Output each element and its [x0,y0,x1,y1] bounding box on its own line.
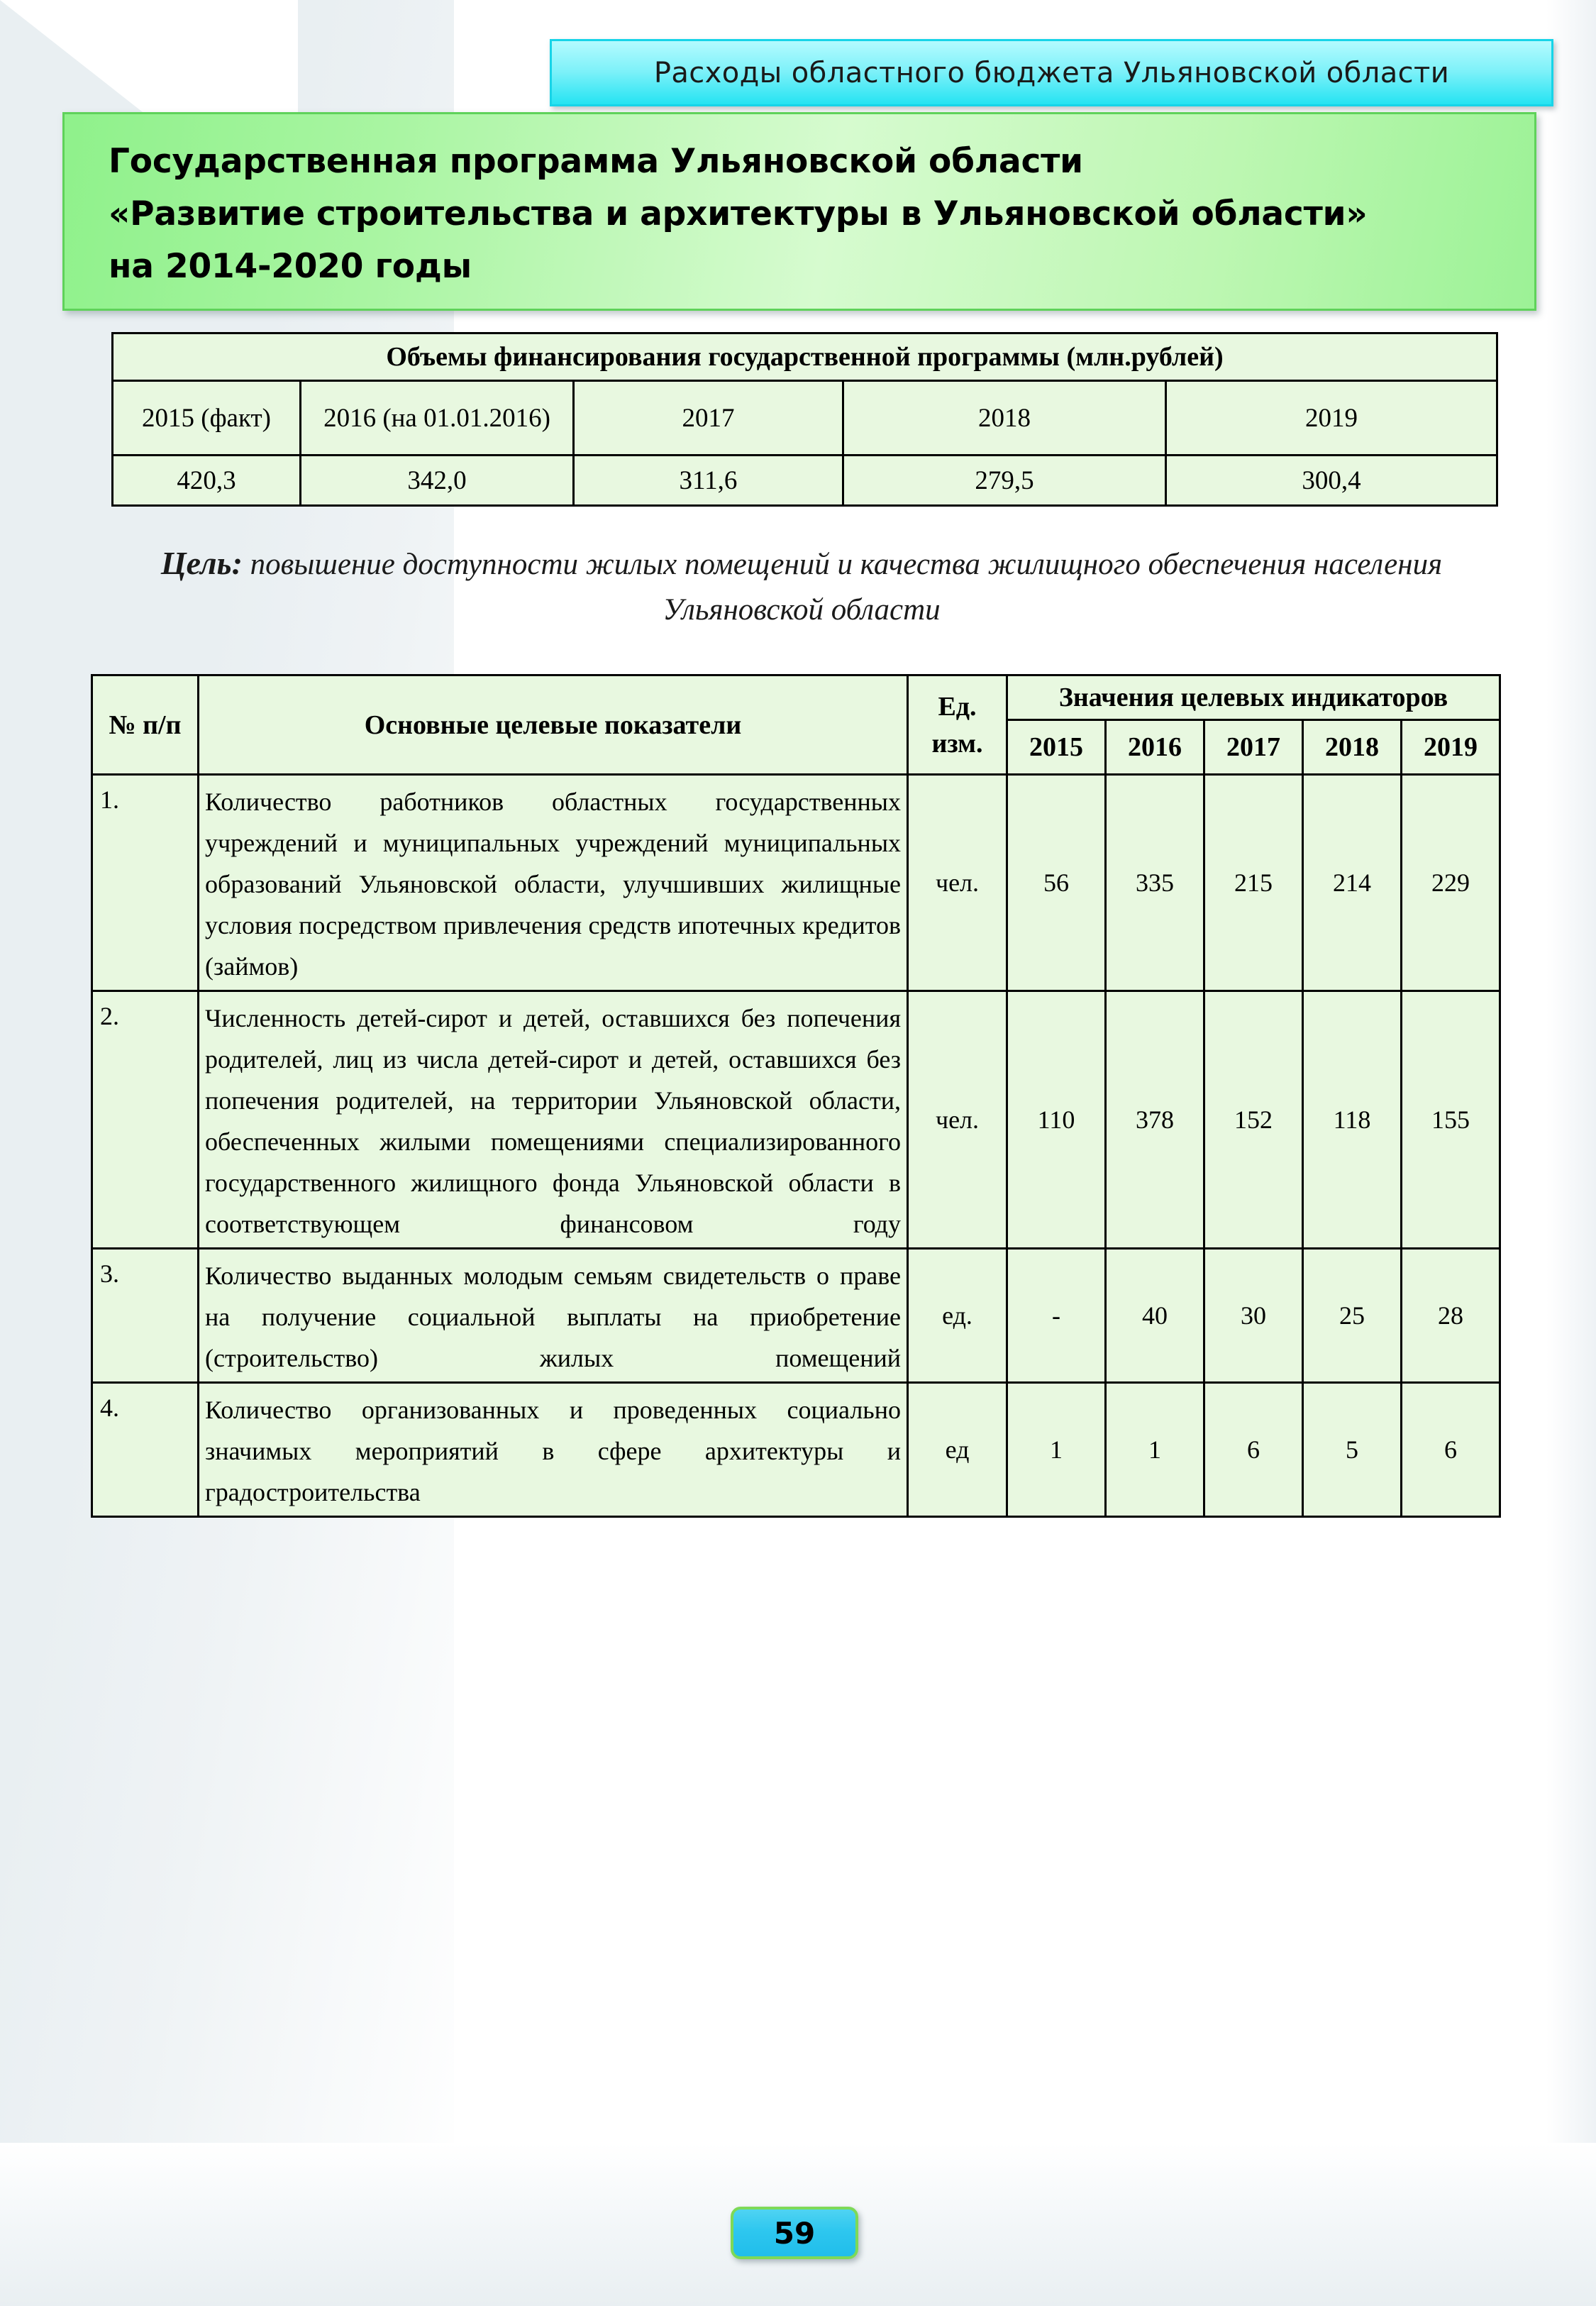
program-goal-label: Цель: [160,545,243,581]
indicator-value: 28 [1402,1249,1500,1383]
financing-header-row [113,381,1497,456]
indicator-value: 25 [1303,1249,1402,1383]
indicator-value: 378 [1106,991,1204,1249]
indicator-value: 152 [1204,991,1303,1249]
indicators-header-values-group: Значения целевых индикаторов [1007,675,1500,720]
indicator-unit: чел. [908,991,1007,1249]
table-row [92,991,1500,1249]
financing-year-header: 2018 [843,381,1166,456]
program-goal-text: повышение доступности жилых помещений и качества жилищного обеспечения населения Ульяновской области [242,548,1443,627]
indicator-name: Численность детей-сирот и детей, оставшихся без попечения родителей, лиц из числа детей-сирот и детей, оставшихся без попечения родителей, на территории Ульяновской области, обеспеченных жилыми помещениями специализированного государственного жилищного фонда Ульяновской области в соответствующем финансовом году [199,991,908,1249]
indicator-value: 110 [1007,991,1106,1249]
section-banner [550,39,1553,106]
indicator-number: 4. [92,1383,199,1517]
section-banner-label: Расходы областного бюджета Ульяновской области [653,56,1450,89]
financing-value: 342,0 [301,456,574,506]
indicator-value: - [1007,1249,1106,1383]
indicators-header-year: 2017 [1204,720,1303,775]
financing-value: 420,3 [113,456,301,506]
indicator-name: Количество работников областных государственных учреждений и муниципальных учреждений муниципальных образований Ульяновской области, улучшивших жилищные условия посредством привлечения средств ипотечных кредитов (займов) [199,775,908,991]
indicator-value: 1 [1007,1383,1106,1517]
indicators-header-unit: Ед. изм. [908,675,1007,775]
indicator-value: 229 [1402,775,1500,991]
indicator-unit: чел. [908,775,1007,991]
indicator-value: 5 [1303,1383,1402,1517]
indicator-number: 1. [92,775,199,991]
indicator-value: 155 [1402,991,1500,1249]
indicator-value: 215 [1204,775,1303,991]
indicators-table [91,674,1501,1518]
table-row [92,775,1500,991]
indicator-value: 30 [1204,1249,1303,1383]
indicator-unit: ед. [908,1249,1007,1383]
table-row [92,1249,1500,1383]
financing-year-header: 2016 (на 01.01.2016) [301,381,574,456]
indicator-name: Количество организованных и проведенных социально значимых мероприятий в сфере архитектуры и градостроительства [199,1383,908,1517]
background-wash-right [1546,0,1596,2306]
indicator-value: 6 [1204,1383,1303,1517]
financing-value-row [113,456,1497,506]
financing-year-header: 2015 (факт) [113,381,301,456]
indicator-value: 1 [1106,1383,1204,1517]
financing-caption-row [113,333,1497,381]
indicator-number: 2. [92,991,199,1249]
program-title-line-2: «Развитие строительства и архитектуры в Ульяновской области» [109,194,1368,233]
indicator-value: 56 [1007,775,1106,991]
program-title-block [62,112,1536,311]
indicator-name: Количество выданных молодым семьям свидетельств о праве на получение социальной выплаты на приобретение (строительство) жилых помещений [199,1249,908,1383]
program-title-line-3: на 2014-2020 годы [109,247,472,286]
indicators-header-row-1 [92,675,1500,720]
indicator-value: 214 [1303,775,1402,991]
financing-table [111,332,1498,507]
indicators-header-year: 2018 [1303,720,1402,775]
program-title-line-1: Государственная программа Ульяновской области [109,142,1083,181]
page-number-badge [731,2207,858,2259]
program-goal [106,541,1497,633]
financing-value: 300,4 [1166,456,1497,506]
indicator-value: 335 [1106,775,1204,991]
indicator-number: 3. [92,1249,199,1383]
financing-caption: Объемы финансирования государственной программы (млн.рублей) [113,333,1497,381]
page-number-label: 59 [773,2215,816,2251]
indicator-unit: ед [908,1383,1007,1517]
indicators-header-year: 2019 [1402,720,1500,775]
indicator-value: 118 [1303,991,1402,1249]
indicators-header-name: Основные целевые показатели [199,675,908,775]
indicators-header-number: № п/п [92,675,199,775]
financing-value: 311,6 [574,456,843,506]
table-row [92,1383,1500,1517]
indicator-value: 6 [1402,1383,1500,1517]
indicator-value: 40 [1106,1249,1204,1383]
financing-value: 279,5 [843,456,1166,506]
financing-year-header: 2019 [1166,381,1497,456]
indicators-header-year: 2015 [1007,720,1106,775]
financing-year-header: 2017 [574,381,843,456]
indicators-header-year: 2016 [1106,720,1204,775]
